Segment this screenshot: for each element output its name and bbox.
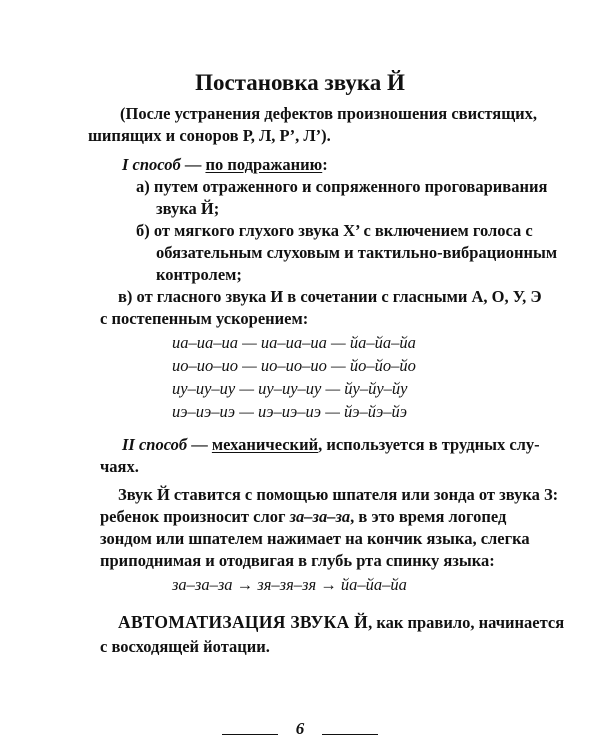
intro-line-1: (После устранения дефектов произношения свистящих, [120, 104, 538, 123]
method-1-item-a-line-2: звука Й; [156, 199, 220, 218]
method-1-label: I способ [122, 155, 181, 174]
zond-line-2-post: , в это время логопед [350, 507, 507, 526]
zond-line-3: зондом или шпателем нажимает на кончик языка, слегка [100, 529, 530, 548]
zond-line-4: приподнимая и отодвигая в глубь рта спинку языка: [100, 551, 495, 570]
zond-line-2-pre: ребенок произносит слог [100, 507, 290, 526]
method-1-item-b-line-2: обязательным слуховым и тактильно-вибрационным [156, 243, 558, 262]
example-line: иэ–иэ–иэ — иэ–иэ–иэ — йэ–йэ–йэ [172, 402, 408, 421]
method-2-heading [122, 434, 540, 456]
method-1-colon: : [322, 155, 328, 174]
zond-syllable: за–за–за [289, 507, 351, 526]
method-1-item-b-line-1: б) от мягкого глухого звука X’ с включением голоса с [136, 221, 533, 240]
example-line: ио–ио–ио — ио–ио–ио — йо–йо–йо [172, 356, 416, 375]
footer-rule-left [222, 734, 278, 735]
page-number: 6 [295, 719, 305, 738]
method-1-dash: — [184, 155, 202, 174]
intro-line-2: шипящих и соноров Р, Л, Р’, Л’). [88, 126, 331, 145]
method-1-item-v-line-1: в) от гласного звука И в сочетании с гласными А, О, У, Э [118, 287, 542, 306]
zond-example: за–за–за → зя–зя–зя → йа–йа–йа [172, 575, 407, 594]
method-2-rest: , используется в трудных слу- [318, 435, 540, 454]
zond-line-1: Звук Й ставится с помощью шпателя или зонда от звука З: [118, 485, 559, 504]
example-line: иу–иу–иу — иу–иу–иу — йу–йу–йу [172, 379, 408, 398]
automation-paragraph-line-2: с восходящей йотации. [100, 637, 270, 656]
method-2-name: механический [211, 435, 319, 454]
method-1-item-v-line-2: с постепенным ускорением: [100, 309, 309, 328]
page-title: Постановка звука Й [195, 70, 405, 95]
automation-rest: , как правило, начинается [368, 613, 565, 632]
zond-line-2 [100, 506, 506, 528]
footer-rule-right [322, 734, 378, 735]
automation-paragraph-line-1 [118, 612, 564, 634]
example-line: иа–иа–иа — иа–иа–иа — йа–йа–йа [172, 333, 416, 352]
method-1-heading [122, 154, 328, 176]
automation-heading: АВТОМАТИЗАЦИЯ ЗВУКА Й [118, 612, 369, 632]
method-2-label: II способ [122, 435, 188, 454]
method-2-dash: — [191, 435, 208, 454]
method-2-line-2: чаях. [100, 457, 139, 476]
method-1-item-b-line-3: контролем; [156, 265, 242, 284]
method-1-name: по подражанию [205, 155, 323, 174]
method-1-item-a-line-1: а) путем отраженного и сопряженного проговаривания [136, 177, 548, 196]
